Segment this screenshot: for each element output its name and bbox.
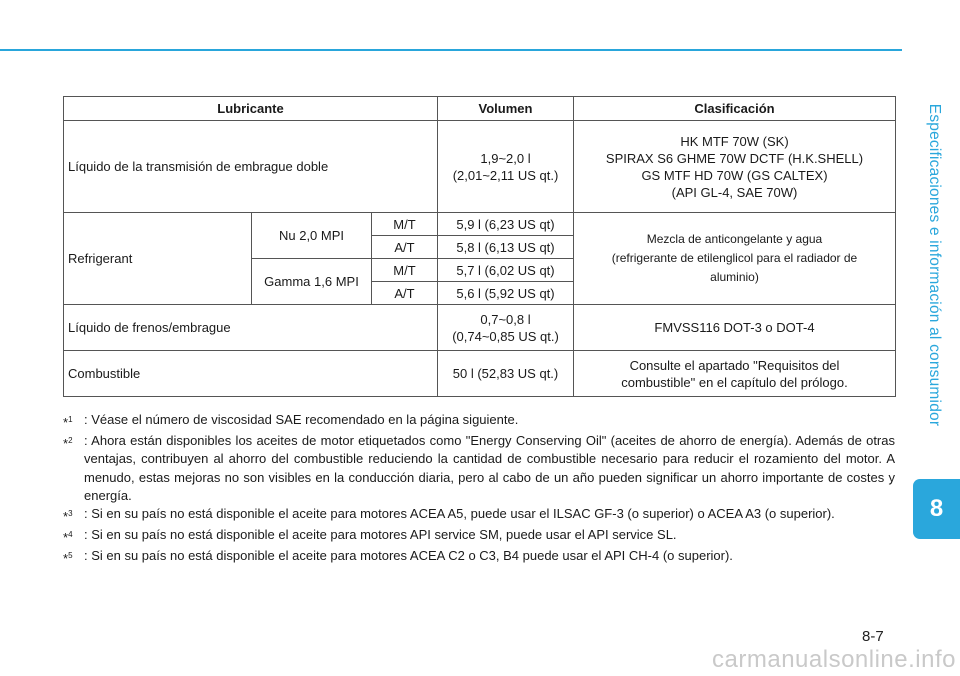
footnote-marker: *$^4$ — [63, 530, 73, 546]
header-rule — [0, 49, 902, 51]
footnote-marker: *$^5$ — [63, 551, 73, 567]
footnote-text: : Si en su país no está disponible el aceite para motores ACEA A5, puede usar el ILSAC GF-3 (o superior) o ACEA A3 (o superior). — [84, 506, 835, 522]
fuel-classification — [574, 351, 896, 397]
coolant-volume: 5,7 l (6,02 US qt) — [438, 259, 574, 282]
refrigerant-class-line: aluminio) — [710, 270, 759, 284]
engine-gamma-label: Gamma 1,6 MPI — [252, 259, 372, 305]
coolant-volume: 5,9 l (6,23 US qt) — [438, 213, 574, 236]
fuel-class-line: Consulte el apartado "Requisitos del — [629, 357, 840, 373]
footnotes — [63, 411, 895, 569]
col-header-classification: Clasificación — [574, 97, 896, 121]
brake-volume — [438, 305, 574, 351]
trans-type: A/T — [372, 236, 438, 259]
transmission-volume-line1: 1,9~2,0 l — [480, 150, 531, 166]
refrigerant-class-line: (refrigerante de etilenglicol para el radiador de — [611, 251, 858, 265]
refrigerant-class-line: Mezcla de anticongelante y agua — [646, 232, 823, 246]
lubricant-table — [63, 96, 896, 397]
transmission-class-line: HK MTF 70W (SK) — [680, 133, 789, 149]
footnote-3 — [63, 505, 895, 526]
transmission-class-line: SPIRAX S6 GHME 70W DCTF (H.K.SHELL) — [605, 150, 864, 166]
col-header-volume: Volumen — [438, 97, 574, 121]
brake-label: Líquido de frenos/embrague — [64, 305, 438, 351]
footnote-text: : Si en su país no está disponible el aceite para motores API service SM, puede usar el API service SL. — [84, 527, 677, 543]
transmission-class-line: GS MTF HD 70W (GS CALTEX) — [641, 167, 828, 183]
fuel-class-line: combustible" en el capítulo del prólogo. — [621, 374, 848, 390]
trans-type: M/T — [372, 259, 438, 282]
chapter-tab — [913, 479, 960, 539]
col-header-lubricant: Lubricante — [64, 97, 438, 121]
brake-classification: FMVSS116 DOT-3 o DOT-4 — [574, 305, 896, 351]
refrigerant-label: Refrigerant — [64, 213, 252, 305]
trans-type: A/T — [372, 282, 438, 305]
table-row-transmission — [64, 121, 896, 213]
table-row-refrigerant — [64, 213, 896, 236]
table-row-fuel — [64, 351, 896, 397]
fuel-label: Combustible — [64, 351, 438, 397]
footnote-marker: *$^2$ — [63, 436, 73, 452]
watermark-text: carmanualsonline.info — [712, 646, 956, 673]
trans-type: M/T — [372, 213, 438, 236]
table-header-row — [64, 97, 896, 121]
transmission-classification — [574, 121, 896, 213]
coolant-volume: 5,6 l (5,92 US qt) — [438, 282, 574, 305]
transmission-label: Líquido de la transmisión de embrague doble — [64, 121, 438, 213]
coolant-volume: 5,8 l (6,13 US qt) — [438, 236, 574, 259]
footnote-marker: *$^3$ — [63, 509, 73, 525]
footnote-2 — [63, 432, 895, 505]
chapter-side-title — [918, 60, 950, 470]
refrigerant-classification — [574, 213, 896, 305]
engine-nu-label: Nu 2,0 MPI — [252, 213, 372, 259]
fuel-volume: 50 l (52,83 US qt.) — [438, 351, 574, 397]
footnote-5 — [63, 547, 895, 568]
side-title-text: Especificaciones e información al consumidor — [926, 103, 943, 427]
footnote-4 — [63, 526, 895, 547]
footnote-text: : Véase el número de viscosidad SAE recomendado en la página siguiente. — [84, 412, 519, 427]
footnote-1 — [63, 411, 895, 432]
chapter-number: 8 — [929, 495, 944, 522]
footnote-text: : Si en su país no está disponible el aceite para motores ACEA C2 o C3, B4 puede usar el API CH-4 (o superior). — [84, 548, 733, 564]
table-row-brake — [64, 305, 896, 351]
transmission-volume — [438, 121, 574, 213]
page-number: 8-7 — [862, 628, 884, 645]
brake-volume-line2: (0,74~0,85 US qt.) — [452, 328, 559, 344]
footnote-marker: *$^1$ — [63, 415, 73, 430]
transmission-class-line: (API GL-4, SAE 70W) — [671, 184, 798, 200]
transmission-volume-line2: (2,01~2,11 US qt.) — [452, 167, 559, 183]
footnote-text: : Ahora están disponibles los aceites de motor etiquetados como "Energy Conserving Oil" (aceites de ahorro de energía). Además de otras ventajas, contribuyen al ahorro del combustible reduciendo la cantidad de combustible necesario para reducir el rozamiento del motor. A menudo, estas mejoras no son visibles en la conducción diaria, pero al cabo de un año pueden significar un ahorro importante de costes y energía. — [84, 433, 895, 503]
brake-volume-line1: 0,7~0,8 l — [480, 311, 531, 327]
